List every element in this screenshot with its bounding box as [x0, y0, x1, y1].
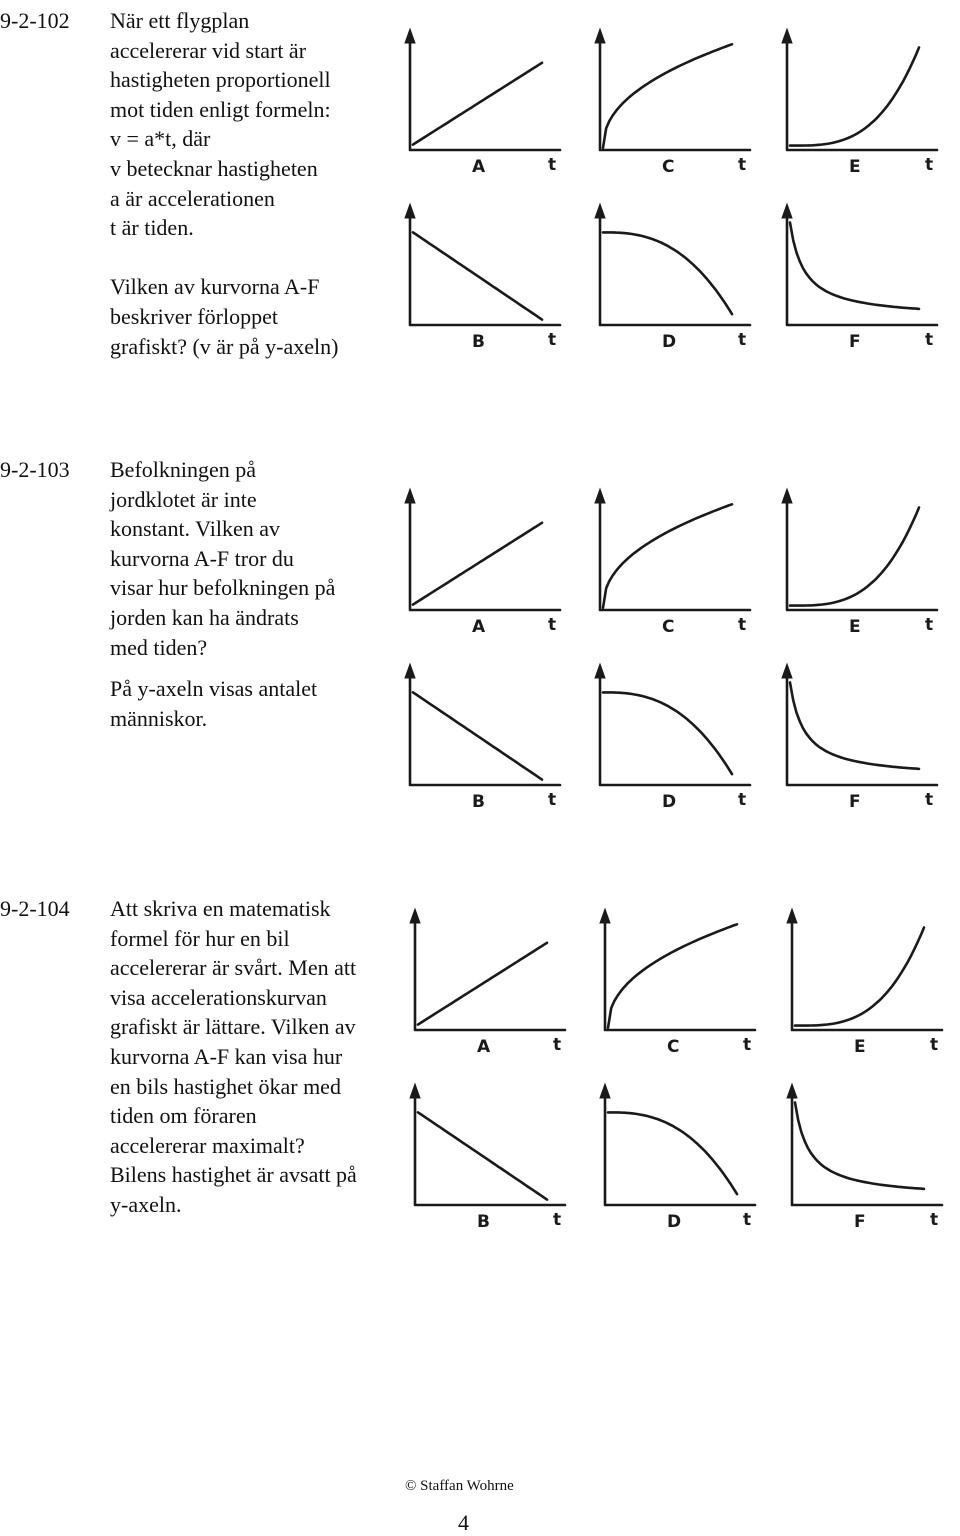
graph-d — [595, 204, 750, 352]
axis-label: t — [548, 155, 557, 175]
text-line: formel för hur en bil — [110, 925, 290, 951]
graph-c — [600, 909, 755, 1057]
text-line: med tiden? — [110, 634, 208, 660]
graph-c — [595, 489, 750, 637]
graph-b — [405, 664, 560, 812]
y-arrow-icon — [405, 29, 415, 43]
curve — [418, 943, 547, 1025]
curve-label: F — [849, 792, 861, 812]
axes — [792, 915, 942, 1030]
curve-label: B — [472, 792, 485, 812]
axis-label: t — [930, 1210, 939, 1230]
axis-label: t — [925, 155, 934, 175]
text-line: v = a*t, där — [110, 126, 211, 152]
y-arrow-icon — [405, 204, 415, 218]
axes — [600, 495, 750, 610]
graph-d — [600, 1084, 755, 1232]
curve — [790, 508, 919, 606]
curve-label: D — [667, 1212, 682, 1232]
text-line: grafiskt? (v är på y-axeln) — [110, 333, 339, 359]
graph-b — [405, 204, 560, 352]
axis-label: t — [743, 1035, 752, 1055]
graph-a — [405, 489, 560, 637]
y-arrow-icon — [600, 1084, 610, 1098]
problem-text — [110, 6, 400, 361]
text-line: y-axeln. — [110, 1191, 182, 1217]
curve-label: D — [662, 792, 677, 812]
curve — [790, 683, 919, 769]
curve — [603, 44, 732, 148]
axis-label: t — [930, 1035, 939, 1055]
graph-e — [782, 29, 937, 177]
axis-label: t — [743, 1210, 752, 1230]
curve-label: D — [662, 332, 677, 352]
text-line: grafiskt är lättare. Vilken av — [110, 1014, 356, 1040]
graph-sheet-2 — [395, 460, 955, 825]
curve-sketches — [395, 0, 955, 360]
text-line: När ett flygplan — [110, 8, 250, 33]
y-arrow-icon — [782, 204, 792, 218]
axis-label: t — [548, 790, 557, 810]
text-line: Befolkningen på — [110, 457, 257, 482]
curve — [790, 48, 919, 146]
problem-text — [110, 894, 400, 1220]
curve-label: F — [849, 332, 861, 352]
y-arrow-icon — [787, 909, 797, 923]
graph-d — [595, 664, 750, 812]
text-line: Vilken av kurvorna A-F — [110, 274, 320, 300]
axis-label: t — [548, 615, 557, 635]
text-line: konstant. Vilken av — [110, 516, 280, 542]
curve — [603, 692, 732, 774]
curve — [608, 1112, 737, 1194]
graph-b — [410, 1084, 565, 1232]
axes — [410, 670, 560, 785]
curve-label: B — [477, 1212, 490, 1232]
text-line: tiden om föraren — [110, 1103, 257, 1129]
curve — [790, 223, 919, 309]
text-line: en bils hastighet ökar med — [110, 1073, 341, 1099]
curve — [413, 232, 542, 319]
text-line: jordklotet är inte — [110, 486, 257, 512]
text-line: t är tiden. — [110, 215, 194, 241]
axis-label: t — [553, 1035, 562, 1055]
text-line: a är accelerationen — [110, 185, 275, 211]
text-line: människor. — [110, 705, 208, 731]
text-line: Att skriva en matematisk — [110, 896, 331, 921]
graph-sheet-3 — [400, 880, 960, 1245]
text-line: kurvorna A-F kan visa hur — [110, 1043, 343, 1069]
text-line: accelererar är svårt. Men att — [110, 955, 357, 981]
graph-f — [782, 664, 937, 812]
copyright: © Staffan Wohrne — [405, 1478, 514, 1494]
curve-sketches — [400, 880, 960, 1240]
curve-label: C — [662, 617, 675, 637]
curve-label: A — [472, 617, 486, 637]
text-line: På y-axeln visas antalet — [110, 676, 318, 702]
graph-e — [782, 489, 937, 637]
axis-label: t — [925, 330, 934, 350]
axes — [410, 210, 560, 325]
curve-label: C — [667, 1037, 680, 1057]
graph-c — [595, 29, 750, 177]
curve — [795, 928, 924, 1026]
curve — [413, 63, 542, 145]
text-line: hastigheten proportionell — [110, 67, 331, 93]
problem-number: 9-2-104 — [0, 896, 70, 921]
text-line: visar hur befolkningen på — [110, 575, 336, 601]
y-arrow-icon — [405, 664, 415, 678]
y-arrow-icon — [787, 1084, 797, 1098]
axes — [605, 915, 755, 1030]
y-arrow-icon — [410, 1084, 420, 1098]
axis-label: t — [925, 790, 934, 810]
graph-a — [410, 909, 565, 1057]
y-arrow-icon — [595, 489, 605, 503]
y-arrow-icon — [600, 909, 610, 923]
graph-a — [405, 29, 560, 177]
curve — [608, 924, 737, 1028]
curve-label: B — [472, 332, 485, 352]
graph-f — [787, 1084, 942, 1232]
axes — [415, 1090, 565, 1205]
graph-e — [787, 909, 942, 1057]
problem-text — [110, 455, 400, 733]
axis-label: t — [738, 155, 747, 175]
graph-f — [782, 204, 937, 352]
text-line: beskriver förloppet — [110, 303, 278, 329]
curve-sketches — [395, 460, 955, 820]
text-line: Bilens hastighet är avsatt på — [110, 1162, 357, 1188]
curve — [413, 692, 542, 779]
curve-label: E — [849, 617, 861, 637]
graph-sheet-1 — [395, 0, 955, 365]
axis-label: t — [925, 615, 934, 635]
y-arrow-icon — [595, 204, 605, 218]
curve-label: E — [854, 1037, 866, 1057]
curve-label: A — [477, 1037, 491, 1057]
axis-label: t — [548, 330, 557, 350]
axis-label: t — [738, 330, 747, 350]
curve-label: F — [854, 1212, 866, 1232]
axis-label: t — [738, 615, 747, 635]
y-arrow-icon — [595, 664, 605, 678]
text-line: visa accelerationskurvan — [110, 984, 327, 1010]
text-line: mot tiden enligt formeln: — [110, 96, 331, 122]
curve — [603, 232, 732, 314]
axes — [600, 35, 750, 150]
text-line: accelererar vid start är — [110, 37, 307, 63]
y-arrow-icon — [595, 29, 605, 43]
text-line: kurvorna A-F tror du — [110, 545, 294, 571]
curve — [603, 504, 732, 608]
curve — [795, 1103, 924, 1189]
axes — [787, 35, 937, 150]
y-arrow-icon — [405, 489, 415, 503]
curve-label: C — [662, 157, 675, 177]
page-number: 4 — [458, 1510, 469, 1535]
text-line: v betecknar hastigheten — [110, 155, 318, 181]
curve-label: A — [472, 157, 486, 177]
y-arrow-icon — [782, 664, 792, 678]
y-arrow-icon — [410, 909, 420, 923]
text-line: jorden kan ha ändrats — [110, 604, 299, 630]
curve — [418, 1112, 547, 1199]
axis-label: t — [553, 1210, 562, 1230]
curve-label: E — [849, 157, 861, 177]
axis-label: t — [738, 790, 747, 810]
y-arrow-icon — [782, 489, 792, 503]
problem-number: 9-2-102 — [0, 8, 70, 33]
curve — [413, 523, 542, 605]
axes — [787, 495, 937, 610]
text-line: accelererar maximalt? — [110, 1132, 305, 1158]
problem-number: 9-2-103 — [0, 457, 70, 482]
y-arrow-icon — [782, 29, 792, 43]
